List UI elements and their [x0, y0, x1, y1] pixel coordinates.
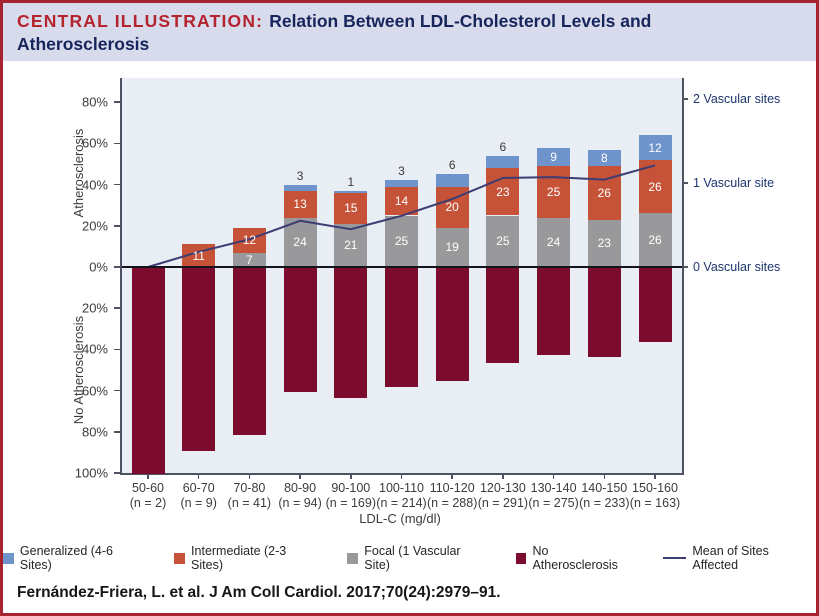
right-axis-label-1-site: 1 Vascular site [693, 176, 775, 190]
x-axis-category-label [579, 481, 629, 511]
figure-title-line2: Atherosclerosis [17, 34, 150, 54]
y-axis-title-bottom: No Atherosclerosis [71, 315, 86, 425]
bar-top-value: 1 [347, 174, 355, 189]
bar-segment-value: 25 [394, 234, 409, 249]
legend-label: Mean of Sites Affected [692, 544, 769, 572]
bar-segment-value: 19 [445, 240, 459, 255]
ldl-range-label: 50-60 [132, 481, 164, 495]
bar-segment-value: 11 [192, 248, 205, 263]
sample-size-label: (n = 214) [376, 496, 427, 510]
sample-size-label: (n = 169) [325, 496, 376, 510]
ldl-range-label: 110-120 [429, 481, 475, 495]
sample-size-label: (n = 94) [278, 496, 322, 510]
right-axis-label-0-sites: 0 Vascular sites [693, 260, 781, 274]
ldl-range-label: 70-80 [233, 481, 266, 495]
y-axis-tick-label: 40% [81, 177, 108, 193]
legend-item-generalized [3, 544, 147, 572]
y-axis-tick [114, 266, 120, 268]
chart-legend [3, 544, 816, 572]
sample-size-label: (n = 288) [426, 496, 478, 510]
legend-line-icon [663, 557, 687, 559]
y-axis-tick-label: 80% [81, 424, 108, 440]
legend-label: Intermediate (2-3 Sites) [191, 544, 287, 572]
bar-segment-value: 23 [597, 236, 611, 251]
y-axis-tick [114, 184, 120, 186]
y-axis-tick [114, 307, 120, 309]
legend-swatch-icon [3, 553, 14, 564]
legend-label: No Atherosclerosis [532, 544, 618, 572]
bar-segment-value: 7 [246, 252, 253, 267]
bar-segment-value: 24 [293, 235, 307, 250]
x-axis-tick [451, 473, 453, 479]
bar-segment-value: 25 [546, 184, 561, 199]
legend-item-no [516, 544, 636, 572]
bar-segment-value: 8 [600, 150, 608, 165]
x-axis-category-label [180, 481, 216, 511]
bar-top-value: 3 [398, 164, 405, 179]
x-axis-tick [401, 473, 403, 479]
y-axis-tick [114, 472, 120, 474]
bar-segment-value: 21 [344, 238, 358, 253]
legend-swatch-icon [174, 553, 185, 564]
bar-segment-value: 26 [597, 185, 611, 200]
y-axis-tick-label: 40% [81, 341, 108, 357]
sample-size-label: (n = 163) [629, 496, 681, 510]
y-axis-tick-label: 60% [81, 135, 108, 151]
ldl-range-label: 120-130 [479, 481, 526, 495]
right-axis-label-2-sites: 2 Vascular sites [693, 92, 781, 106]
x-axis-tick [654, 473, 656, 479]
y-axis-tick [114, 349, 120, 351]
ldl-range-label: 90-100 [331, 481, 371, 495]
y-axis-tick-label: 80% [81, 94, 108, 110]
bar-segment-value: 26 [648, 233, 662, 248]
y-axis-tick-label: 20% [81, 300, 108, 316]
x-axis-category-label [376, 481, 426, 511]
ldl-range-label: 60-70 [182, 481, 215, 495]
bar-segment-value: 14 [394, 194, 409, 209]
sample-size-label: (n = 41) [227, 496, 272, 510]
title-prefix: CENTRAL ILLUSTRATION: [17, 11, 264, 31]
x-axis-category-label [478, 481, 528, 511]
x-axis-tick [249, 473, 251, 479]
figure-title-line1 [17, 10, 802, 33]
ldl-range-label: 100-110 [379, 481, 424, 495]
x-axis-tick [198, 473, 200, 479]
title-rest: Relation Between LDL-Cholesterol Levels and [269, 11, 652, 31]
x-axis-tick [502, 473, 504, 479]
legend-swatch-icon [516, 553, 527, 564]
y-axis-tick [114, 143, 120, 145]
ldl-range-label: 150-160 [632, 481, 678, 495]
y-axis-tick [114, 101, 120, 103]
x-axis-category-label [278, 481, 321, 511]
title-band [3, 3, 816, 61]
ldl-range-label: 140-150 [581, 481, 628, 495]
legend-swatch-icon [347, 553, 358, 564]
sample-size-label: (n = 233) [579, 496, 630, 510]
x-axis-category-label [326, 481, 376, 511]
y-axis-tick-label: 20% [81, 218, 108, 234]
sample-size-label: (n = 9) [180, 496, 217, 510]
zero-baseline [122, 266, 682, 268]
bar-segment-value: 12 [648, 140, 662, 155]
sample-size-label: (n = 291) [477, 496, 529, 510]
sample-size-label: (n = 275) [528, 496, 579, 510]
right-axis-tick [682, 266, 688, 268]
legend-item-intermediate [174, 544, 320, 572]
x-axis-category-label [228, 481, 271, 511]
bar-segment-value: 25 [496, 234, 510, 249]
right-axis-tick [682, 98, 688, 100]
right-axis-tick [682, 182, 688, 184]
x-axis-category-label [427, 481, 477, 511]
x-axis-tick [350, 473, 352, 479]
bar-segment-value: 24 [546, 235, 561, 250]
bar-top-value: 6 [448, 158, 456, 173]
y-axis-title-top: Atherosclerosis [71, 128, 86, 218]
y-axis-tick-label: 100% [74, 465, 108, 481]
bar-top-value: 6 [499, 139, 507, 154]
x-axis-category-label [528, 481, 578, 511]
bar-segment-value: 9 [550, 149, 557, 164]
bar-segment-value: 23 [496, 184, 510, 199]
legend-item-focal [347, 544, 488, 572]
x-axis-title: LDL-C (mg/dl) [359, 511, 441, 526]
bar-segment-value: 12 [242, 233, 257, 248]
citation-text: Fernández-Friera, L. et al. J Am Coll Cardiol. 2017;70(24):2979–91. [17, 584, 501, 601]
y-axis-tick [114, 390, 120, 392]
bar-segment-value: 13 [293, 197, 307, 212]
legend-label: Focal (1 Vascular Site) [364, 544, 461, 572]
x-axis-tick [299, 473, 301, 479]
bar-segment-value: 20 [445, 200, 459, 215]
bar-segment-value: 15 [344, 201, 358, 216]
ldl-range-label: 80-90 [284, 481, 317, 495]
mean-sites-line [122, 78, 682, 473]
y-axis-tick-label: 60% [81, 383, 108, 399]
y-axis-tick-label: 0% [89, 259, 108, 275]
ldl-range-label: 130-140 [530, 481, 577, 495]
bar-top-value: 3 [296, 168, 304, 183]
x-axis-category-label [130, 481, 166, 511]
y-axis-tick [114, 431, 120, 433]
legend-label: Generalized (4-6 Sites) [19, 544, 113, 572]
y-axis-tick [114, 225, 120, 227]
x-axis-category-label [630, 481, 680, 511]
sample-size-label: (n = 2) [129, 496, 167, 510]
x-axis-tick [604, 473, 606, 479]
legend-item-mean-line [663, 544, 816, 572]
x-axis-tick [553, 473, 555, 479]
bar-segment-value: 26 [648, 179, 662, 194]
